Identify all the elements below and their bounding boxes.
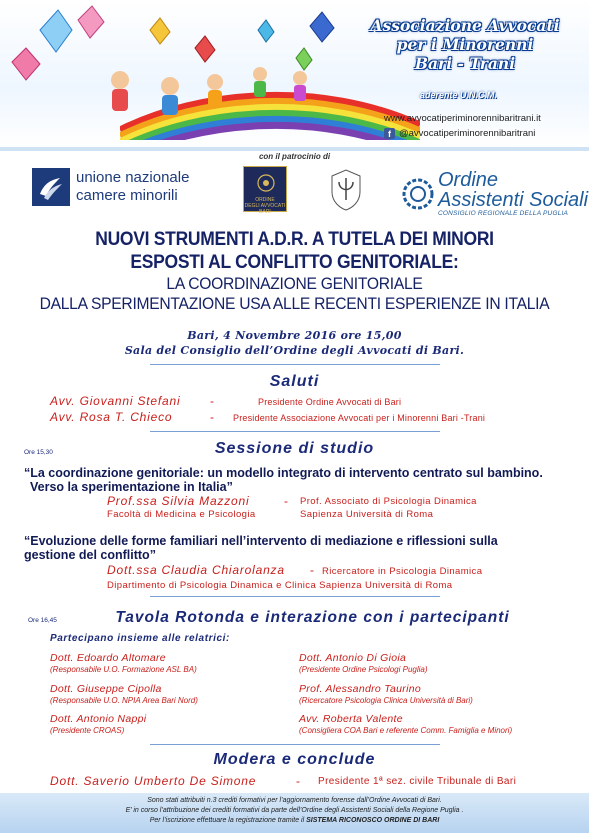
speaker-name: Avv. Giovanni Stefani [50, 394, 181, 408]
oas-line: CONSIGLIO REGIONALE DELLA PUGLIA [438, 210, 569, 217]
sessione-heading: Sessione di studio [214, 440, 375, 457]
header-divider [0, 147, 589, 151]
association-title [345, 16, 585, 73]
registration-system: SISTEMA RICONOSCO ORDINE DI BARI [306, 817, 440, 824]
event-date: Bari, 4 Novembre 2016 ore 15,00 [187, 329, 402, 342]
unc-logo [32, 168, 189, 206]
unc-line: camere minorili [76, 187, 178, 204]
website-link[interactable]: www.avvocatiperiminorennibaritrani.it [384, 113, 541, 124]
spiral-icon [402, 176, 434, 212]
children-illustration [100, 60, 350, 130]
oav-line: DEGLI AVVOCATI [244, 203, 286, 209]
crest-icon [256, 173, 276, 193]
panelist-name: Dott. Giuseppe Cipolla [50, 683, 162, 695]
facebook-icon: f [384, 128, 395, 139]
subtitle-line: DALLA SPERIMENTAZIONE USA ALLE RECENTI ESPERIENZE IN ITALIA [39, 294, 550, 313]
separator: - [210, 410, 214, 424]
association-title-line: per i Minorenni [396, 35, 534, 54]
separator: - [310, 563, 314, 577]
speaker-role: Ricercatore in Psicologia Dinamica [322, 566, 483, 577]
footer-line [0, 816, 589, 826]
psi-icon [326, 166, 366, 212]
ordine-assistenti-sociali-logo [402, 170, 588, 217]
oas-line: Assistenti Sociali [438, 189, 589, 211]
panel-intro: Partecipano insieme alle relatrici: [50, 633, 230, 644]
panelist-role: (Responsabile U.O. Formazione ASL BA) [50, 665, 197, 674]
adherent-label: aderente U.N.C.M. [420, 90, 498, 100]
speaker-affiliation: Dipartimento di Psicologia Dinamica e Clinica Sapienza Università di Roma [107, 580, 453, 591]
moderator-name: Dott. Saverio Umberto De Simone [50, 774, 257, 788]
panelist-role: (Consigliera COA Bari e referente Comm. Famiglia e Minori) [299, 726, 513, 735]
footer-text: Per l’iscrizione effettuare la registrazione tramite il [149, 817, 307, 824]
tavola-time: Ore 16,45 [28, 617, 57, 624]
footer-line: E’ in corso l’attribuzione dei crediti formativi da parte dell’Ordine degli Assistenti Sociali della Regione Puglia . [125, 807, 464, 814]
subtitle-line: LA COORDINAZIONE GENITORIALE [166, 274, 423, 293]
panelist-role: (Responsabile U.O. NPIA Area Bari Nord) [50, 696, 198, 705]
event-venue: Sala del Consiglio dell’Ordine degli Avvocati di Bari. [124, 344, 465, 357]
talk-title-line: Verso la sperimentazione in Italia” [30, 480, 233, 494]
speaker-role: Presidente Associazione Avvocati per i Minorenni Bari -Trani [233, 413, 486, 423]
speaker-affiliation: Sapienza Università di Roma [300, 509, 434, 520]
title-line: ESPOSTI AL CONFLITTO GENITORIALE: [130, 252, 459, 273]
panelist-name: Dott. Edoardo Altomare [50, 652, 166, 664]
header-banner [0, 0, 589, 147]
speaker-role: Presidente Ordine Avvocati di Bari [258, 397, 402, 407]
oav-line: ORDINE [255, 197, 275, 203]
panelist-name: Avv. Roberta Valente [299, 713, 403, 725]
modera-heading: Modera e conclude [213, 751, 376, 768]
divider [150, 744, 440, 745]
association-title-line: Associazione Avvocati [370, 16, 560, 35]
separator: - [210, 394, 214, 408]
speaker-name: Prof.ssa Silvia Mazzoni [107, 494, 250, 508]
talk-title [24, 534, 564, 562]
facebook-link[interactable] [384, 128, 535, 139]
tavola-heading: Tavola Rotonda e interazione con i partecipanti [115, 609, 510, 626]
oas-line: Ordine [438, 169, 499, 191]
hands-icon [32, 168, 70, 206]
divider [150, 596, 440, 597]
talk-title-line: “La coordinazione genitoriale: un modello integrato di intervento centrato sul bambino. [24, 466, 543, 480]
session-time: Ore 15,30 [24, 449, 53, 456]
oav-line: BARI [259, 209, 271, 215]
speaker-affiliation: Facoltà di Medicina e Psicologia [107, 509, 256, 520]
footer-note [0, 793, 589, 833]
talk-title [24, 466, 564, 494]
panelist-name: Prof. Alessandro Taurino [299, 683, 421, 695]
speaker-name: Avv. Rosa T. Chieco [50, 410, 173, 424]
panelist-name: Dott. Antonio Di Gioia [299, 652, 407, 664]
divider [150, 431, 440, 432]
ordine-avvocati-logo [243, 166, 287, 215]
sponsor-logos [0, 166, 589, 218]
speaker-role: Prof. Associato di Psicologia Dinamica [300, 496, 477, 507]
separator: - [296, 774, 300, 788]
association-title-line: Bari - Trani [414, 54, 516, 73]
patrocinio-label: con il patrocinio di [258, 152, 331, 161]
facebook-handle: @avvocatiperiminorennibaritrani [399, 128, 536, 139]
panelist-role: (Ricercatore Psicologia Clinica Università di Bari) [299, 696, 473, 705]
title-line: NUOVI STRUMENTI A.D.R. A TUTELA DEI MINORI [95, 229, 494, 250]
speaker-name: Dott.ssa Claudia Chiarolanza [107, 563, 285, 577]
event-title [0, 228, 589, 314]
moderator-role: Presidente 1ª sez. civile Tribunale di Bari [318, 776, 517, 787]
event-date-venue [0, 328, 589, 358]
unc-line: unione nazionale [76, 169, 190, 186]
divider [150, 364, 440, 365]
talk-title-line: “Evoluzione delle forme familiari nell’intervento di mediazione e riflessioni sulla [24, 534, 498, 548]
talk-title-line: gestione del conflitto” [24, 548, 156, 562]
panelist-role: (Presidente Ordine Psicologi Puglia) [299, 665, 428, 674]
saluti-heading: Saluti [269, 373, 320, 390]
footer-line: Sono stati attribuiti n.3 crediti formativi per l’aggiornamento forense dall’Ordine Avvocati di Bari. [147, 797, 442, 804]
separator: - [284, 494, 288, 508]
ordine-psicologi-logo [326, 166, 366, 212]
panelist-name: Dott. Antonio Nappi [50, 713, 147, 725]
panelist-role: (Presidente CROAS) [50, 726, 125, 735]
